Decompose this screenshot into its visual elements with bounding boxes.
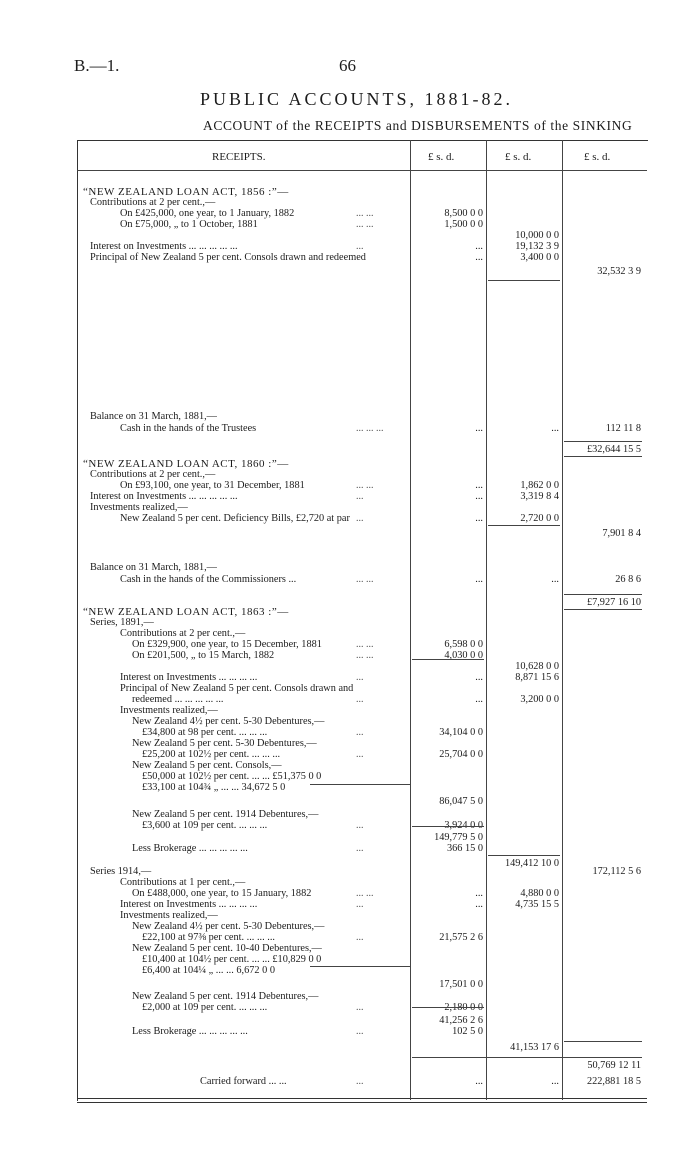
total-rule <box>564 1041 642 1042</box>
subtotal-rule <box>412 659 484 660</box>
row-label: On £329,900, one year, to 15 December, 1881 <box>132 639 322 650</box>
subtotal-rule <box>310 784 410 785</box>
total-rule <box>412 1057 642 1058</box>
amount-c2: 41,153 17 6 <box>510 1042 559 1053</box>
money-column-header-3: £ s. d. <box>584 151 611 163</box>
total-rule <box>564 456 642 457</box>
amount-c2: 8,871 15 6 <box>515 672 559 683</box>
amount-c2: 10,628 0 0 <box>515 661 559 672</box>
amount-c1: 3,924 0 0 <box>444 820 483 831</box>
amount-c2: ... <box>551 574 559 585</box>
amount-c2: 3,319 8 4 <box>520 491 559 502</box>
amount-c2: 2,720 0 0 <box>520 513 559 524</box>
amount-c3: 50,769 12 11 <box>587 1060 641 1071</box>
row-label: New Zealand 5 per cent. 5-30 Debentures,— <box>132 738 317 749</box>
row-label: £6,400 at 104¼ „ ... ... 6,672 0 0 <box>142 965 275 976</box>
section-heading: “NEW ZEALAND LOAN ACT, 1860 :”— <box>83 458 289 470</box>
row-label: Balance on 31 March, 1881,— <box>90 562 217 573</box>
row-label: Interest on Investments ... ... ... ... ... <box>90 491 238 502</box>
amount-c1: 6,598 0 0 <box>444 639 483 650</box>
amount-c3: 7,901 8 4 <box>602 528 641 539</box>
amount-c3: 222,881 18 5 <box>586 1076 641 1087</box>
row-label: Contributions at 1 per cent.,— <box>120 877 246 888</box>
amount-c1: 1,500 0 0 <box>444 219 483 230</box>
row-label: Investments realized,— <box>120 910 218 921</box>
amount-c1: 4,030 0 0 <box>444 650 483 661</box>
page-title: PUBLIC ACCOUNTS, 1881-82. <box>200 89 514 109</box>
section-heading: “NEW ZEALAND LOAN ACT, 1856 :”— <box>83 186 289 198</box>
total-rule <box>564 441 642 442</box>
amount-c2: 1,862 0 0 <box>520 480 559 491</box>
amount-c1: ... <box>475 491 483 502</box>
row-label: New Zealand 5 per cent. Deficiency Bills, £2,720 at par <box>120 513 350 524</box>
amount-c1: ... <box>475 252 483 263</box>
amount-c1: ... <box>475 1076 483 1087</box>
amount-c1: ... <box>475 694 483 705</box>
row-label: Cash in the hands of the Trustees <box>120 423 257 434</box>
leader-dots: ... ... <box>356 574 374 585</box>
leader-dots: ... <box>356 513 364 524</box>
leader-dots: ... <box>356 1076 364 1087</box>
header-rule <box>77 170 647 171</box>
leader-dots: ... ... ... <box>356 423 384 434</box>
leader-dots: ... <box>356 1026 364 1037</box>
amount-c1: 149,779 5 0 <box>434 832 483 843</box>
amount-c2: 4,880 0 0 <box>520 888 559 899</box>
leader-dots: ... <box>356 749 364 760</box>
row-label: Balance on 31 March, 1881,— <box>90 411 217 422</box>
amount-c1: 8,500 0 0 <box>444 208 483 219</box>
amount-c2: 3,200 0 0 <box>520 694 559 705</box>
amount-c2: ... <box>551 1076 559 1087</box>
amount-c1: 2,180 0 0 <box>444 1002 483 1013</box>
leader-dots: ... ... <box>356 639 374 650</box>
row-label: Investments realized,— <box>120 705 218 716</box>
amount-c3: 32,532 3 9 <box>597 266 641 277</box>
row-label: £25,200 at 102½ per cent. ... ... ... <box>142 749 281 760</box>
money-column-header-1: £ s. d. <box>428 151 455 163</box>
row-label: New Zealand 5 per cent. Consols,— <box>132 760 282 771</box>
subtotal-rule <box>412 1007 484 1008</box>
column-divider-1 <box>410 140 411 1100</box>
amount-c1: 41,256 2 6 <box>439 1015 483 1026</box>
row-label: Interest on Investments ... ... ... ... ... <box>90 241 238 252</box>
row-label: On £201,500, „ to 15 March, 1882 <box>132 650 275 661</box>
amount-c2: ... <box>551 423 559 434</box>
row-label: redeemed ... ... ... ... ... <box>132 694 224 705</box>
amount-c1: 34,104 0 0 <box>439 727 483 738</box>
amount-c1: 86,047 5 0 <box>439 796 483 807</box>
total-rule <box>564 594 642 595</box>
amount-c1: 366 15 0 <box>446 843 483 854</box>
row-label: Interest on Investments ... ... ... ... <box>120 672 258 683</box>
amount-c1: ... <box>475 423 483 434</box>
row-label: Contributions at 2 per cent.,— <box>90 197 216 208</box>
leader-dots: ... <box>356 820 364 831</box>
row-label: Principal of New Zealand 5 per cent. Consols drawn and redeemed <box>90 252 366 263</box>
row-label: Contributions at 2 per cent.,— <box>120 628 246 639</box>
column-divider-2 <box>486 140 487 1100</box>
amount-c1: ... <box>475 241 483 252</box>
amount-c3: 26 8 6 <box>615 574 641 585</box>
row-label: On £93,100, one year, to 31 December, 1881 <box>120 480 305 491</box>
money-column-header-2: £ s. d. <box>505 151 532 163</box>
subtotal-rule <box>412 826 484 827</box>
amount-c1: ... <box>475 888 483 899</box>
leader-dots: ... <box>356 843 364 854</box>
leader-dots: ... <box>356 727 364 738</box>
amount-c1: 25,704 0 0 <box>439 749 483 760</box>
subtotal-rule <box>488 280 560 281</box>
row-label: New Zealand 5 per cent. 1914 Debentures,— <box>132 809 319 820</box>
row-label: £22,100 at 97⅜ per cent. ... ... ... <box>142 932 275 943</box>
amount-c1: ... <box>475 513 483 524</box>
amount-c1: ... <box>475 672 483 683</box>
amount-c1: 17,501 0 0 <box>439 979 483 990</box>
account-subtitle: ACCOUNT of the RECEIPTS and DISBURSEMENTS of the SINKING <box>203 118 633 133</box>
leader-dots: ... ... <box>356 650 374 661</box>
row-label: New Zealand 5 per cent. 10-40 Debentures,— <box>132 943 322 954</box>
amount-c2: 19,132 3 9 <box>515 241 559 252</box>
amount-c3: £32,644 15 5 <box>586 444 641 455</box>
row-label: £34,800 at 98 per cent. ... ... ... <box>142 727 268 738</box>
column-divider-3 <box>562 140 563 1100</box>
subtotal-rule <box>488 855 560 856</box>
leader-dots: ... ... <box>356 208 374 219</box>
row-label: £50,000 at 102½ per cent. ... ... £51,375 0 0 <box>142 771 322 782</box>
amount-c1: 102 5 0 <box>452 1026 483 1037</box>
page-number: 66 <box>339 56 356 75</box>
row-label: £33,100 at 104¾ „ ... ... 34,672 5 0 <box>142 782 286 793</box>
row-label: £10,400 at 104½ per cent. ... ... £10,829 0 0 <box>142 954 322 965</box>
leader-dots: ... <box>356 241 364 252</box>
row-label: On £75,000, „ to 1 October, 1881 <box>120 219 258 230</box>
row-label: New Zealand 4½ per cent. 5-30 Debentures,— <box>132 716 325 727</box>
receipts-column-header: RECEIPTS. <box>212 151 266 163</box>
row-label: Principal of New Zealand 5 per cent. Consols drawn and <box>120 683 354 694</box>
leader-dots: ... <box>356 1002 364 1013</box>
row-label: Carried forward ... ... <box>200 1076 287 1087</box>
amount-c1: ... <box>475 899 483 910</box>
leader-dots: ... <box>356 491 364 502</box>
row-label: £3,600 at 109 per cent. ... ... ... <box>142 820 268 831</box>
row-label: Interest on Investments ... ... ... ... <box>120 899 258 910</box>
row-label: On £488,000, one year, to 15 January, 1882 <box>132 888 312 899</box>
row-label: £2,000 at 109 per cent. ... ... ... <box>142 1002 268 1013</box>
row-label: Less Brokerage ... ... ... ... ... <box>132 843 248 854</box>
leader-dots: ... ... <box>356 480 374 491</box>
total-rule <box>564 609 642 610</box>
row-label: Series 1914,— <box>90 866 152 877</box>
subtotal-rule <box>488 525 560 526</box>
leader-dots: ... ... <box>356 219 374 230</box>
amount-c1: 21,575 2 6 <box>439 932 483 943</box>
row-label: Less Brokerage ... ... ... ... ... <box>132 1026 248 1037</box>
row-label: Series, 1891,— <box>90 617 154 628</box>
amount-c2: 10,000 0 0 <box>515 230 559 241</box>
leader-dots: ... <box>356 672 364 683</box>
row-label: Cash in the hands of the Commissioners ... <box>120 574 297 585</box>
amount-c2: 3,400 0 0 <box>520 252 559 263</box>
section-heading: “NEW ZEALAND LOAN ACT, 1863 :”— <box>83 606 289 618</box>
amount-c2: 4,735 15 5 <box>515 899 559 910</box>
leader-dots: ... <box>356 932 364 943</box>
row-label: New Zealand 5 per cent. 1914 Debentures,— <box>132 991 319 1002</box>
row-label: New Zealand 4½ per cent. 5-30 Debentures,— <box>132 921 325 932</box>
amount-c3: 112 11 8 <box>605 423 641 434</box>
leader-dots: ... <box>356 899 364 910</box>
leader-dots: ... <box>356 694 364 705</box>
amount-c2: 149,412 10 0 <box>504 858 559 869</box>
amount-c3: £7,927 16 10 <box>586 597 641 608</box>
row-label: Contributions at 2 per cent.,— <box>90 469 216 480</box>
amount-c1: ... <box>475 574 483 585</box>
row-label: On £425,000, one year, to 1 January, 1882 <box>120 208 295 219</box>
amount-c1: ... <box>475 480 483 491</box>
leader-dots: ... ... <box>356 888 374 899</box>
row-label: Investments realized,— <box>90 502 188 513</box>
subtotal-rule <box>310 966 410 967</box>
amount-c3: 172,112 5 6 <box>592 866 641 877</box>
document-code: B.—1. <box>74 56 120 75</box>
